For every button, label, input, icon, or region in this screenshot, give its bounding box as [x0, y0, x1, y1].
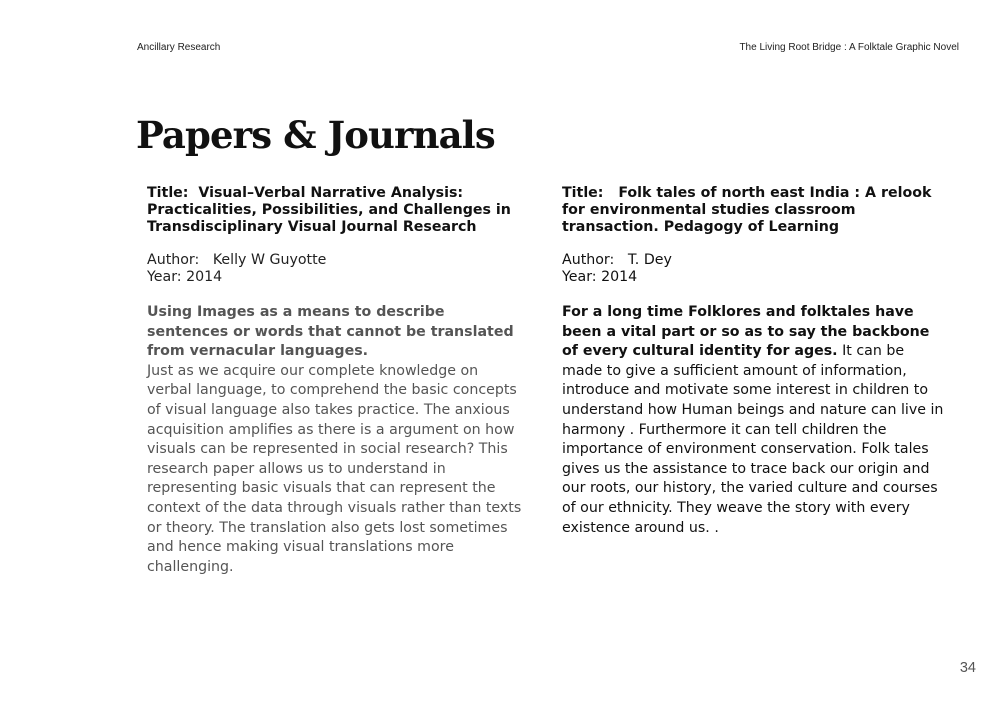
page-number: 34 — [959, 660, 976, 676]
paper-meta — [562, 252, 947, 286]
paper-author-name: Kelly W Guyotte — [212, 252, 327, 268]
running-header-book-title: The Living Root Bridge : A Folktale Graphic Novel — [739, 42, 959, 53]
paper-meta — [147, 252, 527, 286]
paper-year-label: Year: — [562, 269, 597, 285]
paper-card-left — [147, 185, 527, 577]
paper-year-value: 2014 — [601, 269, 638, 285]
paper-author-label: Author: — [147, 252, 200, 268]
paper-author — [562, 252, 947, 269]
paper-summary — [147, 303, 527, 577]
paper-summary-body: Just as we acquire our complete knowledge on verbal language, to comprehend the basic concepts of visual language also takes practice. The anxious acquisition amplifies as there is a argument on how visuals can be represented in social research? This research paper allows us to understand in representing basic visuals that can represent the context of the data through visuals rather than texts or theory. The translation also gets lost sometimes and hence making visual translations more challenging. — [147, 362, 522, 575]
running-header-section: Ancillary Research — [137, 42, 221, 53]
paper-year-value: 2014 — [186, 269, 223, 285]
paper-summary — [562, 303, 947, 538]
paper-year — [147, 269, 527, 286]
paper-author-label: Author: — [562, 252, 615, 268]
paper-summary-lead: Using Images as a means to describe sentences or words that cannot be translated from vernacular languages. — [147, 304, 514, 360]
paper-author — [147, 252, 527, 269]
paper-summary-lead: For a long time Folklores and folktales have been a vital part or so as to say the backbone of every cultural identity for ages. — [562, 304, 930, 360]
paper-title-text: Visual–Verbal Narrative Analysis: Practicalities, Possibilities, and Challenges in Transdisciplinary Visual Journal Research — [147, 185, 511, 235]
paper-year-label: Year: — [147, 269, 182, 285]
paper-summary-body: It can be made to give a sufficient amount of information, introduce and motivate some interest in children to understand how Human beings and nature can live in harmony . Furthermore it can tell children the importance of environment conservation. Folk tales gives us the assistance to trace back our origin and our roots, our history, the varied culture and courses of our ethnicity. They weave the story with every existence around us. . — [562, 343, 944, 536]
paper-year — [562, 269, 947, 286]
paper-title-label: Title: — [562, 185, 604, 201]
paper-author-name: T. Dey — [627, 252, 672, 268]
paper-title-label: Title: — [147, 185, 189, 201]
paper-card-right — [562, 185, 947, 538]
paper-title — [147, 185, 527, 236]
page-title: Papers & Journals — [136, 113, 495, 157]
paper-title — [562, 185, 947, 236]
paper-title-text: Folk tales of north east India : A relook for environmental studies classroom transaction. Pedagogy of Learning — [562, 185, 932, 235]
